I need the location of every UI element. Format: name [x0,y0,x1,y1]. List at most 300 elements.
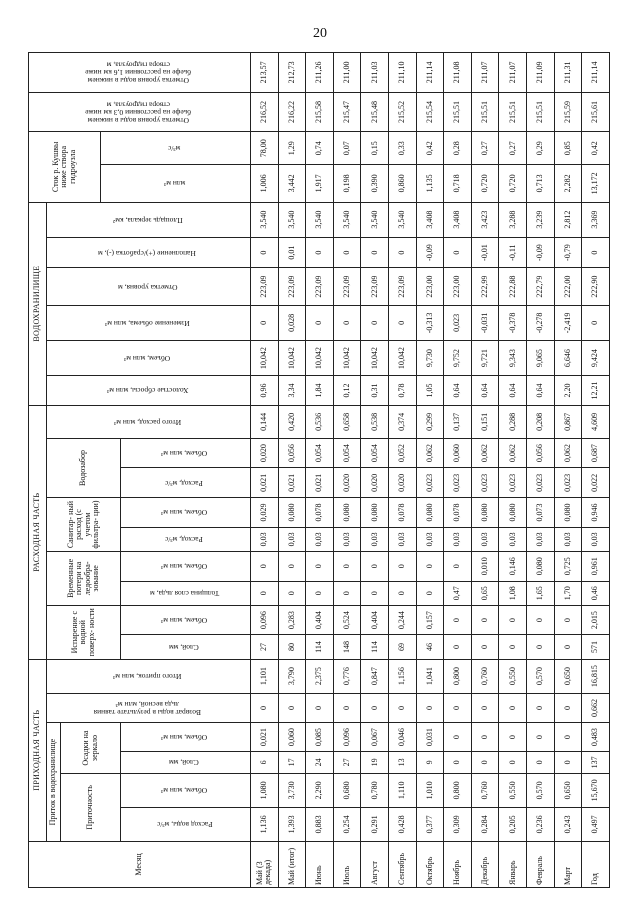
value-cell: 0,725 [554,551,582,581]
value-cell: 0,946 [582,498,610,528]
value-cell: 215,51 [444,92,472,132]
value-cell: 0,377 [416,807,444,841]
runoff-rate-header: м³/с [101,132,251,165]
value-cell: 3,408 [444,202,472,237]
value-cell: 27 [333,751,361,773]
value-cell: 0 [333,581,361,605]
value-cell: 0,390 [361,165,389,202]
value-cell: 0,023 [527,468,555,498]
value-cell: 0 [306,237,334,268]
value-cell: 0,023 [416,468,444,498]
value-cell: 0 [527,605,555,635]
value-cell: 223,09 [389,268,417,305]
value-cell: 0,31 [361,376,389,406]
value-cell: 215,51 [499,92,527,132]
value-cell: 215,58 [306,92,334,132]
value-cell: 0,550 [499,659,527,693]
value-cell: 9 [416,751,444,773]
value-cell: 10,042 [278,340,306,375]
value-cell: 0,680 [333,773,361,807]
value-cell: 0,054 [333,438,361,468]
value-cell: 0,031 [416,723,444,752]
value-cell: 216,22 [278,92,306,132]
value-cell: 0,060 [444,438,472,468]
table-row [278,53,306,888]
value-cell: 0,299 [416,405,444,438]
value-cell: 0,64 [527,376,555,406]
value-cell: 0,157 [416,605,444,635]
value-cell: 2,290 [306,773,334,807]
value-cell: 0,010 [471,551,499,581]
value-cell: 0,254 [333,807,361,841]
value-cell: 0,85 [554,132,582,165]
ice-return-header: Возврат воды в результате таяния льда весной, млн м³ [47,693,251,723]
month-cell: Май (итог) [278,841,306,887]
value-cell: 0,74 [306,132,334,165]
value-cell: 1,917 [306,165,334,202]
value-cell: 3,34 [278,376,306,406]
value-cell: 0 [251,581,279,605]
value-cell: 0 [278,693,306,723]
month-cell: Июнь [306,841,334,887]
value-cell: 12,21 [582,376,610,406]
value-cell: 0 [361,551,389,581]
value-cell: 0,404 [306,605,334,635]
value-cell: 0,096 [333,723,361,752]
value-cell: 215,51 [471,92,499,132]
value-cell: 0,780 [361,773,389,807]
res-volume-header: Объем, млн м³ [47,340,251,375]
value-cell: -0,09 [416,237,444,268]
value-cell: 137 [582,751,610,773]
value-cell: 0 [333,551,361,581]
value-cell: -0,313 [416,305,444,340]
value-cell: 0,15 [361,132,389,165]
value-cell: 1,156 [389,659,417,693]
value-cell: 0 [306,581,334,605]
value-cell: 0,078 [444,498,472,528]
inflow-reservoir-header: Приток в водохранилище [47,723,61,842]
tail-level-16-header: Отметка уровня воды в нижнем бьефе на расстоянии 1,6 км ниже створа гидроузла, м [29,53,251,93]
runoff-volume-header: млн м³ [101,165,251,202]
value-cell: 0,029 [251,498,279,528]
month-cell: Май (3 декада) [251,841,279,887]
value-cell: 0 [527,723,555,752]
intake-volume-header: Объем, млн м³ [121,438,251,468]
month-cell: Февраль [527,841,555,887]
value-cell: 223,00 [416,268,444,305]
value-cell: 3,540 [361,202,389,237]
value-cell: 0,03 [333,527,361,551]
value-cell: 0,03 [251,527,279,551]
value-cell: 0 [471,605,499,635]
value-cell: 0,03 [499,527,527,551]
value-cell: -0,79 [554,237,582,268]
precip-volume-header: Объем, млн м³ [121,723,251,752]
value-cell: 0 [471,723,499,752]
total-expense-header: Итого расход, млн м³ [47,405,251,438]
value-cell: 211,09 [527,53,555,93]
value-cell: 0,776 [333,659,361,693]
month-header: Месяц [29,841,251,887]
value-cell: 0,650 [554,659,582,693]
value-cell: 222,79 [527,268,555,305]
value-cell: 0,47 [444,581,472,605]
ice-volume-header: Объем, млн м³ [121,551,251,581]
value-cell: 0,078 [306,498,334,528]
value-cell: 211,14 [416,53,444,93]
level-mark-header: Отметка уровня, м [47,268,251,305]
value-cell: 0,570 [527,773,555,807]
tail-level-03-header: Отметка уровня воды в нижнем бьефе на расстоянии 0,3 км ниже створа гидроузла, м [29,92,251,132]
value-cell: 0,080 [278,498,306,528]
value-cell: 1,010 [416,773,444,807]
value-cell: 0 [389,305,417,340]
value-cell: 0,021 [251,468,279,498]
value-cell: 6,646 [554,340,582,375]
value-cell: 0,760 [471,773,499,807]
month-cell: Ноябрь [444,841,472,887]
mirror-area-header: Площадь зеркала, км² [47,202,251,237]
value-cell: 0,073 [527,498,555,528]
value-cell: 16,815 [582,659,610,693]
value-cell: 0,243 [554,807,582,841]
value-cell: 0 [278,551,306,581]
value-cell: 0,208 [527,405,555,438]
value-cell: 215,54 [416,92,444,132]
value-cell: 24 [306,751,334,773]
value-cell: 0 [554,605,582,635]
value-cell: 0 [444,635,472,659]
value-cell: 0,867 [554,405,582,438]
value-cell: 0,056 [278,438,306,468]
value-cell: 80 [278,635,306,659]
value-cell: 0 [251,305,279,340]
value-cell: 0,570 [527,659,555,693]
value-cell: 1,110 [389,773,417,807]
san-volume-header: Объем, млн м³ [121,498,251,528]
value-cell: 0,085 [306,723,334,752]
value-cell: 222,90 [582,268,610,305]
value-cell: 222,99 [471,268,499,305]
evaporation-header: Испарение с водной поверх- ности [47,605,121,659]
value-cell: 10,042 [389,340,417,375]
value-cell: 3,423 [471,202,499,237]
idle-release-header: Холостые сбросы, млн м³ [47,376,251,406]
inflow-volume-header: Объем, млн м³ [121,773,251,807]
value-cell: 0,64 [499,376,527,406]
value-cell: 0,550 [499,773,527,807]
month-cell: Сентябрь [389,841,417,887]
value-cell: 222,00 [554,268,582,305]
value-cell: 1,08 [499,581,527,605]
value-cell: 0 [306,551,334,581]
value-cell: 3,408 [416,202,444,237]
value-cell: 0,662 [582,693,610,723]
month-cell: Октябрь [416,841,444,887]
value-cell: 0,03 [361,527,389,551]
value-cell: 0,03 [471,527,499,551]
water-flow-header: Расход воды, м³/с [121,807,251,841]
value-cell: 2,375 [306,659,334,693]
value-cell: 0,65 [471,581,499,605]
value-cell: 15,670 [582,773,610,807]
value-cell: 0,28 [444,132,472,165]
value-cell: 0 [471,635,499,659]
value-cell: 0,27 [499,132,527,165]
value-cell: 0 [389,551,417,581]
table-row [554,53,582,888]
value-cell: 0 [389,581,417,605]
value-cell: 0,052 [389,438,417,468]
value-cell: 223,09 [306,268,334,305]
value-cell: 0,883 [306,807,334,841]
table-row [416,53,444,888]
value-cell: 10,042 [251,340,279,375]
value-cell: 0 [361,305,389,340]
value-cell: 17 [278,751,306,773]
value-cell: 10,042 [333,340,361,375]
value-cell: 13,172 [582,165,610,202]
value-cell: 0 [389,693,417,723]
value-cell: 0 [499,605,527,635]
value-cell: 0,03 [306,527,334,551]
value-cell: 4,609 [582,405,610,438]
value-cell: 0 [444,605,472,635]
value-cell: 0,03 [527,527,555,551]
value-cell: 0,847 [361,659,389,693]
month-cell: Январь [499,841,527,887]
value-cell: 211,26 [306,53,334,93]
value-cell: 1,080 [251,773,279,807]
table-row [444,53,472,888]
value-cell: 0,42 [582,132,610,165]
value-cell: 0,961 [582,551,610,581]
value-cell: 1,05 [416,376,444,406]
rotated-table-container [28,52,610,888]
value-cell: 0 [444,693,472,723]
value-cell: 0 [444,751,472,773]
table-row [471,53,499,888]
value-cell: 211,07 [499,53,527,93]
value-cell: 0,236 [527,807,555,841]
value-cell: 0,860 [389,165,417,202]
ice-loss-header: Временные потери на ледообра- зование [47,551,121,605]
value-cell: 0,800 [444,659,472,693]
value-cell: 0,03 [582,527,610,551]
value-cell: 0,03 [389,527,417,551]
value-cell: 223,09 [333,268,361,305]
value-cell: 223,09 [251,268,279,305]
value-cell: 0,720 [499,165,527,202]
value-cell: 215,61 [582,92,610,132]
precip-layer-header: Слой, мм [121,751,251,773]
value-cell: 1,041 [416,659,444,693]
value-cell: 0,080 [527,551,555,581]
value-cell: 0,244 [389,605,417,635]
value-cell: 215,47 [333,92,361,132]
sanitary-header: Санитар- ный расход (с учетом фильтра- ции) [47,498,121,552]
value-cell: 571 [582,635,610,659]
value-cell: 215,59 [554,92,582,132]
value-cell: 3,442 [278,165,306,202]
value-cell: 0 [471,693,499,723]
table-row [582,53,610,888]
value-cell: 0 [251,551,279,581]
value-cell: 0 [499,693,527,723]
value-cell: 0,062 [416,438,444,468]
value-cell: 3,540 [251,202,279,237]
value-cell: 0,198 [333,165,361,202]
value-cell: 211,00 [333,53,361,93]
value-cell: 3,540 [278,202,306,237]
month-cell: Август [361,841,389,887]
value-cell: 216,52 [251,92,279,132]
value-cell: 0,483 [582,723,610,752]
value-cell: 0,137 [444,405,472,438]
value-cell: 2,20 [554,376,582,406]
value-cell: 114 [306,635,334,659]
value-cell: 0,096 [251,605,279,635]
value-cell: 0,713 [527,165,555,202]
value-cell: 0 [361,237,389,268]
value-cell: 0 [554,635,582,659]
value-cell: 9,730 [416,340,444,375]
value-cell: 0,078 [389,498,417,528]
reservoir-header: ВОДОХРАНИЛИЩЕ [29,202,47,405]
value-cell: 3,369 [582,202,610,237]
value-cell: 0,524 [333,605,361,635]
value-cell: 0,497 [582,807,610,841]
value-cell: 0 [499,751,527,773]
value-cell: 1,393 [278,807,306,841]
value-cell: 0 [582,237,610,268]
value-cell: 0,146 [499,551,527,581]
value-cell: 0,023 [554,468,582,498]
value-cell: 215,52 [389,92,417,132]
value-cell: 0 [333,237,361,268]
value-cell: 1,101 [251,659,279,693]
value-cell: 0,536 [306,405,334,438]
value-cell: 0,080 [471,498,499,528]
value-cell: -2,419 [554,305,582,340]
value-cell: 0 [527,751,555,773]
value-cell: 0,284 [471,807,499,841]
table-row [251,53,279,888]
value-cell: 10,042 [306,340,334,375]
value-cell: 211,31 [554,53,582,93]
value-cell: 0 [471,751,499,773]
value-cell: 0,720 [471,165,499,202]
value-cell: 222,88 [499,268,527,305]
value-cell: 0,538 [361,405,389,438]
value-cell: 211,07 [471,53,499,93]
value-cell: 0,062 [471,438,499,468]
value-cell: 6 [251,751,279,773]
value-cell: 0,062 [554,438,582,468]
value-cell: -0,278 [527,305,555,340]
month-cell: Год [582,841,610,887]
value-cell: 0,718 [444,165,472,202]
value-cell: 0,27 [471,132,499,165]
value-cell: 1,006 [251,165,279,202]
value-cell: 0,03 [554,527,582,551]
value-cell: 0,03 [278,527,306,551]
value-cell: 0 [444,723,472,752]
value-cell: 3,288 [499,202,527,237]
table-row [306,53,334,888]
table-row [389,53,417,888]
value-cell: 3,540 [306,202,334,237]
value-cell: 0 [582,305,610,340]
value-cell: 0 [306,305,334,340]
value-cell: 9,424 [582,340,610,375]
value-cell: 0,46 [582,581,610,605]
month-cell: Июль [333,841,361,887]
value-cell: 0 [251,693,279,723]
value-cell: 2,812 [554,202,582,237]
table-row [499,53,527,888]
value-cell: 0,023 [444,305,472,340]
value-cell: 0 [361,693,389,723]
total-inflow-header: Итого приток, млн м³ [47,659,251,693]
value-cell: 0,028 [278,305,306,340]
value-cell: 223,09 [278,268,306,305]
value-cell: 9,065 [527,340,555,375]
value-cell: 9,752 [444,340,472,375]
value-cell: 2,015 [582,605,610,635]
value-cell: 0,420 [278,405,306,438]
page-number: 20 [313,26,327,41]
value-cell: -0,11 [499,237,527,268]
month-cell: Март [554,841,582,887]
value-cell: 0,054 [361,438,389,468]
value-cell: 0 [554,723,582,752]
value-cell: 0,687 [582,438,610,468]
value-cell: 0,96 [251,376,279,406]
value-cell: 0 [416,693,444,723]
value-cell: 0 [361,581,389,605]
value-cell: 0,144 [251,405,279,438]
value-cell: 19 [361,751,389,773]
value-cell: 0,404 [361,605,389,635]
value-cell: 0,760 [471,659,499,693]
evap-volume-header: Объем, млн м³ [121,605,251,635]
value-cell: 0 [444,551,472,581]
value-cell: 0,020 [361,468,389,498]
value-cell: 0,023 [444,468,472,498]
value-cell: 0,658 [333,405,361,438]
value-cell: 0,151 [471,405,499,438]
value-cell: 0,054 [306,438,334,468]
value-cell: 0,07 [333,132,361,165]
value-cell: 3,239 [527,202,555,237]
value-cell: 10,042 [361,340,389,375]
value-cell: 0 [333,305,361,340]
value-cell: 211,14 [582,53,610,93]
fill-draw-header: Наполнение (+)/сработка (-), м [47,237,251,268]
value-cell: 0,080 [499,498,527,528]
evap-layer-header: Слой, мм [121,635,251,659]
table-row [361,53,389,888]
value-cell: 2,282 [554,165,582,202]
value-cell: 0,03 [416,527,444,551]
value-cell: 211,03 [361,53,389,93]
value-cell: 0,33 [389,132,417,165]
san-rate-header: Расход, м³/с [121,527,251,551]
value-cell: 213,57 [251,53,279,93]
value-cell: 215,48 [361,92,389,132]
